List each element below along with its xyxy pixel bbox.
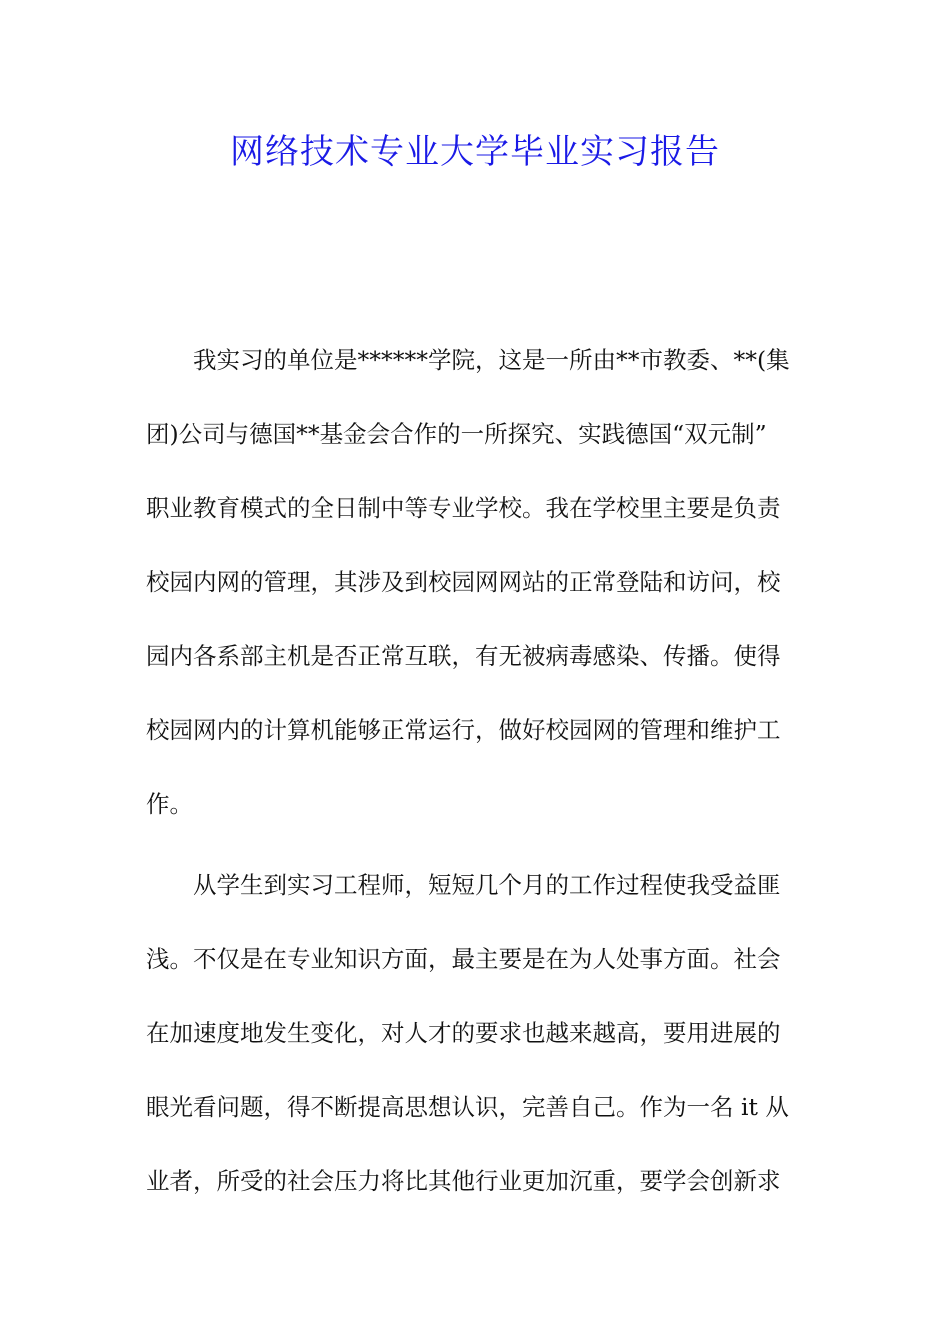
- paragraph-line: 园内各系部主机是否正常互联，有无被病毒感染、传播。使得: [146, 642, 781, 670]
- paragraph-line: 在加速度地发生变化，对人才的要求也越来越高，要用进展的: [146, 1019, 781, 1047]
- paragraph-line: 眼光看问题，得不断提高思想认识，完善自己。作为一名 it 从: [146, 1093, 789, 1121]
- paragraph-line: 作。: [146, 790, 193, 818]
- paragraph-line: 团)公司与德国**基金会合作的一所探究、实践德国“双元制”: [146, 420, 767, 448]
- paragraph-line: 业者，所受的社会压力将比其他行业更加沉重，要学会创新求: [146, 1167, 781, 1195]
- paragraph-line: 校园内网的管理，其涉及到校园网网站的正常登陆和访问，校: [146, 568, 781, 596]
- paragraph-line: 从学生到实习工程师，短短几个月的工作过程使我受益匪: [193, 871, 781, 899]
- document-title: 网络技术专业大学毕业实习报告: [230, 132, 720, 172]
- paragraph-line: 校园网内的计算机能够正常运行，做好校园网的管理和维护工: [146, 716, 781, 744]
- paragraph-line: 我实习的单位是******学院，这是一所由**市教委、**(集: [193, 346, 790, 374]
- paragraph-line: 浅。不仅是在专业知识方面，最主要是在为人处事方面。社会: [146, 945, 781, 973]
- paragraph-line: 职业教育模式的全日制中等专业学校。我在学校里主要是负责: [146, 494, 781, 522]
